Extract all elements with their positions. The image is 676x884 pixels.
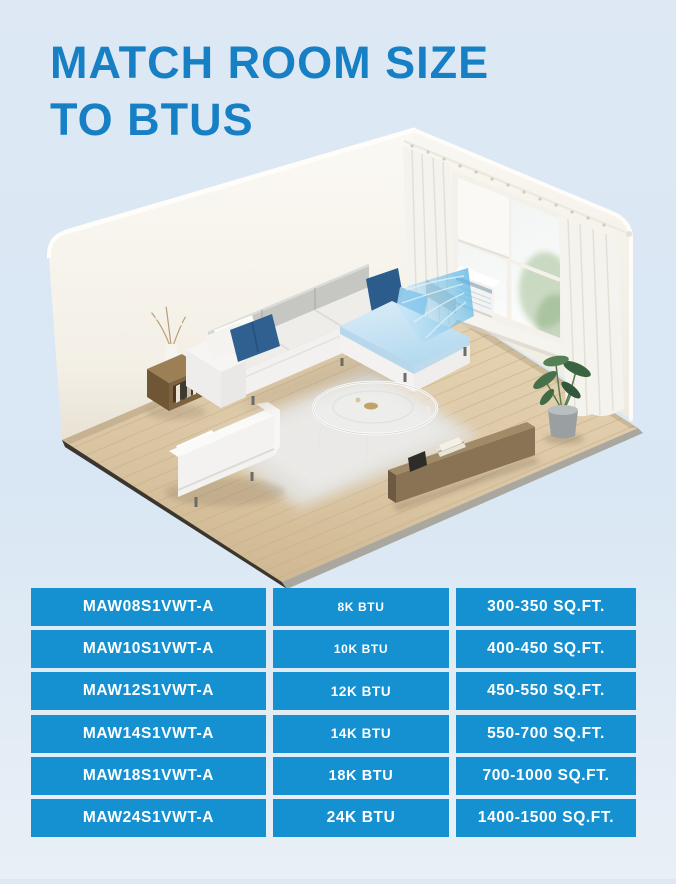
model-cell: MAW18S1VWT-A	[31, 757, 266, 795]
btu-cell: 8K BTU	[273, 588, 449, 626]
area-cell: 1400-1500 SQ.FT.	[456, 799, 636, 837]
table-row	[31, 715, 636, 753]
model-cell: MAW08S1VWT-A	[31, 588, 266, 626]
area-cell: 450-550 SQ.FT.	[456, 672, 636, 710]
table-row	[31, 757, 636, 795]
title-line-2: TO BTUS	[50, 94, 254, 145]
area-cell: 400-450 SQ.FT.	[456, 630, 636, 668]
btu-cell: 14K BTU	[273, 715, 449, 753]
btu-cell: 12K BTU	[273, 672, 449, 710]
area-cell: 700-1000 SQ.FT.	[456, 757, 636, 795]
table-row	[31, 672, 636, 710]
area-cell: 550-700 SQ.FT.	[456, 715, 636, 753]
model-cell: MAW10S1VWT-A	[31, 630, 266, 668]
btu-cell: 24K BTU	[273, 799, 449, 837]
table-row	[31, 799, 636, 837]
model-cell: MAW14S1VWT-A	[31, 715, 266, 753]
table-row	[31, 588, 636, 626]
btu-cell: 18K BTU	[273, 757, 449, 795]
table-row	[31, 630, 636, 668]
area-cell: 300-350 SQ.FT.	[456, 588, 636, 626]
btu-spec-table	[31, 588, 636, 841]
model-cell: MAW12S1VWT-A	[31, 672, 266, 710]
btu-cell: 10K BTU	[273, 630, 449, 668]
model-cell: MAW24S1VWT-A	[31, 799, 266, 837]
title-line-1: MATCH ROOM SIZE	[50, 37, 490, 88]
